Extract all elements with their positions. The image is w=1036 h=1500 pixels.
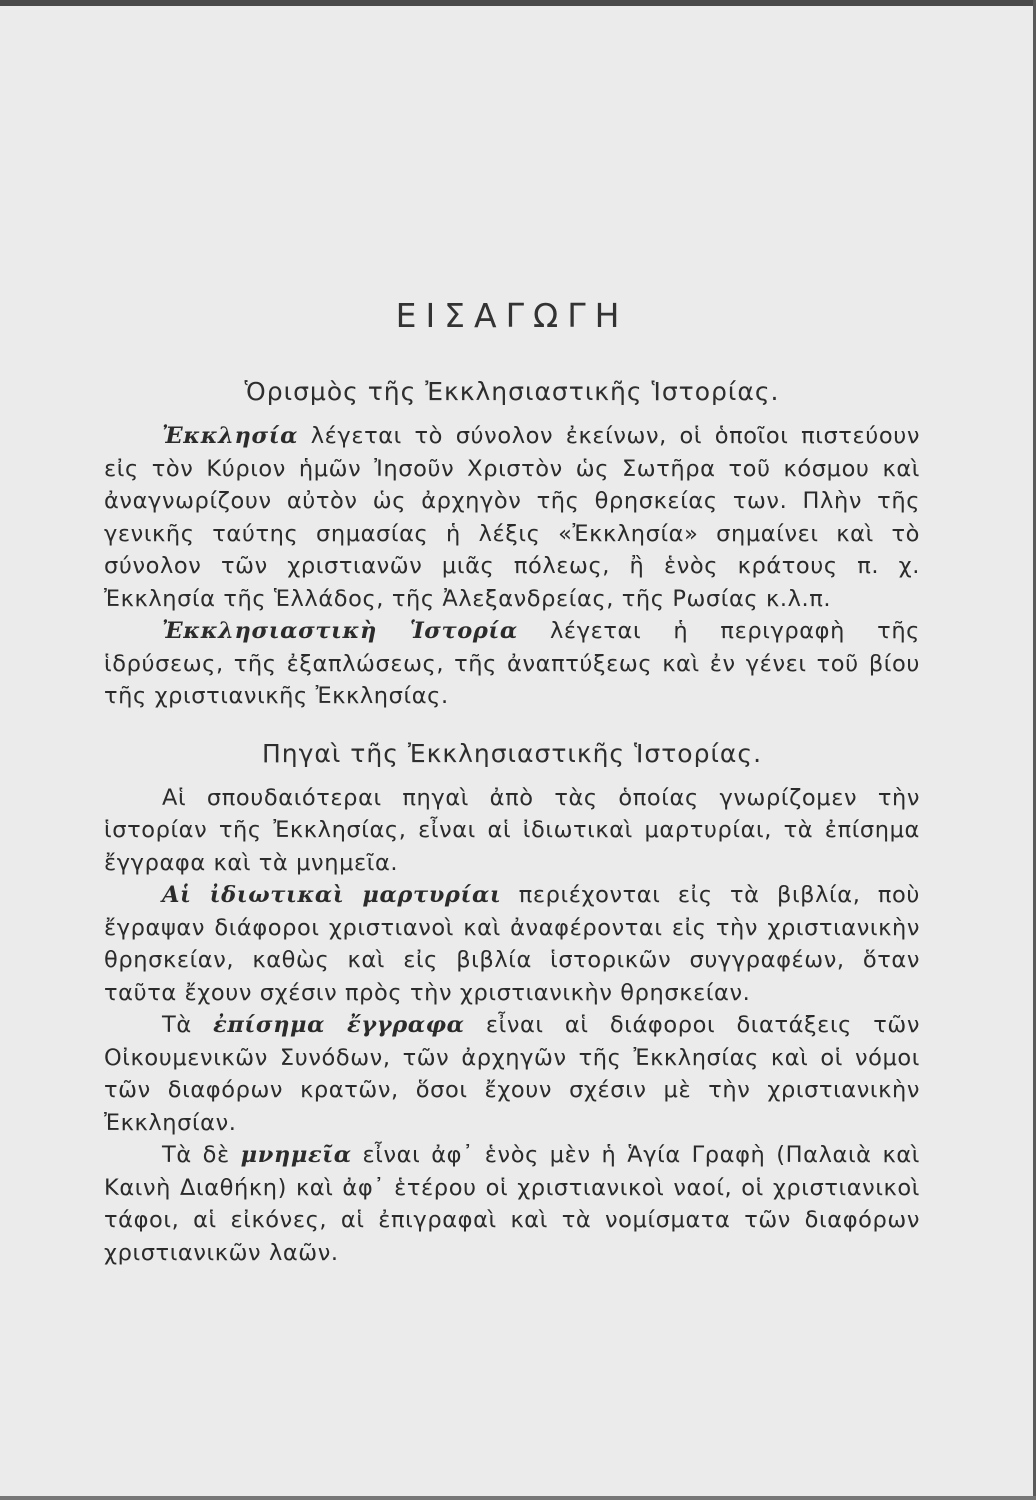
paragraph-text: Αἱ σπουδαιότεραι πηγαὶ ἀπὸ τὰς ὁποίας γνωρίζομεν τὴν ἱστορίαν τῆς Ἐκκλησίας, εἶναι αἱ ἰδιωτικαὶ μαρτυρίαι, τὰ ἐπίσημα ἔγγραφα καὶ τὰ μνημεῖα. <box>104 784 920 876</box>
paragraph-monuments <box>104 1139 920 1269</box>
page-title: ΕΙΣΑΓΩΓΗ <box>395 296 629 335</box>
paragraph-official-documents <box>104 1009 920 1139</box>
term-private-testimonies: Αἱ ἰδιωτικαὶ μαρτυρίαι <box>162 882 502 908</box>
term-official-documents: ἐπίσημα ἔγγραφα <box>213 1012 465 1038</box>
paragraph-lead: Τὰ δὲ <box>162 1142 241 1168</box>
section-gap <box>104 713 920 739</box>
term-ekklesia: Ἐκκλησία <box>162 423 299 449</box>
page-content <box>104 296 920 1269</box>
paragraph-sources-intro <box>104 782 920 880</box>
scan-bottom-edge <box>0 1496 1036 1500</box>
paragraph-lead: Τὰ <box>162 1012 214 1038</box>
paragraph-history-definition <box>104 615 920 713</box>
paragraph-text: λέγεται ἡ περιγραφὴ τῆς ἱδρύσεως, τῆς ἐξαπλώσεως, τῆς ἀναπτύξεως καὶ ἐν γένει τοῦ βίου τῆς χριστιανικῆς Ἐκκλησίας. <box>104 618 920 709</box>
paragraph-text: εἶναι αἱ διάφοροι διατάξεις τῶν Οἰκουμενικῶν Συνόδων, τῶν ἀρχηγῶν τῆς Ἐκκλησίας καὶ οἱ νόμοι τῶν διαφόρων κρατῶν, ὅσοι ἔχουν σχέσιν μὲ τὴν χριστιανικὴν Ἐκκλησίαν. <box>104 1012 921 1136</box>
paragraph-text: λέγεται τὸ σύνολον ἐκείνων, οἱ ὁποῖοι πιστεύουν εἰς τὸν Κύριον ἡμῶν Ἰησοῦν Χριστὸν ὡς Σωτῆρα τοῦ κόσμου καὶ ἀναγνωρίζουν αὐτὸν ὡς ἀρχηγὸν τῆς θρησκείας των. Πλὴν τῆς γενικῆς ταύτης σημασίας ἡ λέξις «Ἐκκλησία» σημαίνει καὶ τὸ σύνολον τῶν χριστιανῶν μιᾶς πόλεως, ἢ ἑνὸς κράτους π. χ. Ἐκκλησία τῆς Ἑλλάδος, τῆς Ἀλεξανδρείας, τῆς Ρωσίας κ.λ.π. <box>104 423 920 612</box>
term-church-history: Ἐκκλησιαστικὴ Ἱστορία <box>162 618 518 644</box>
scan-top-edge <box>0 0 1036 6</box>
paragraph-text: περιέχονται εἰς τὰ βιβλία, ποὺ ἔγραψαν διάφοροι χριστιανοὶ καὶ ἀναφέρονται εἰς τὴν χριστιανικὴν θρησκείαν, καθὼς καὶ εἰς βιβλία ἱστορικῶν συγγραφέων, ὅταν ταῦτα ἔχουν σχέσιν πρὸς τὴν χριστιανικὴν θρησκείαν. <box>104 882 920 1006</box>
paragraph-text: εἶναι ἀφ᾽ ἑνὸς μὲν ἡ Ἁγία Γραφὴ (Παλαιὰ καὶ Καινὴ Διαθήκη) καὶ ἀφ᾽ ἑτέρου οἱ χριστιανικοὶ ναοί, οἱ χριστιανικοὶ τάφοι, αἱ εἰκόνες, αἱ ἐπιγραφαὶ καὶ τὰ νομίσματα τῶν διαφόρων χριστιανικῶν λαῶν. <box>104 1142 920 1266</box>
term-monuments: μνημεῖα <box>240 1142 352 1168</box>
paragraph-ekklesia-definition <box>104 420 920 615</box>
section-heading-sources: Πηγαὶ τῆς Ἐκκλησιαστικῆς Ἱστορίας. <box>261 738 763 768</box>
section-heading-definition: Ὁρισμὸς τῆς Ἐκκλησιαστικῆς Ἱστορίας. <box>244 377 780 406</box>
paragraph-private-testimonies <box>104 879 920 1009</box>
